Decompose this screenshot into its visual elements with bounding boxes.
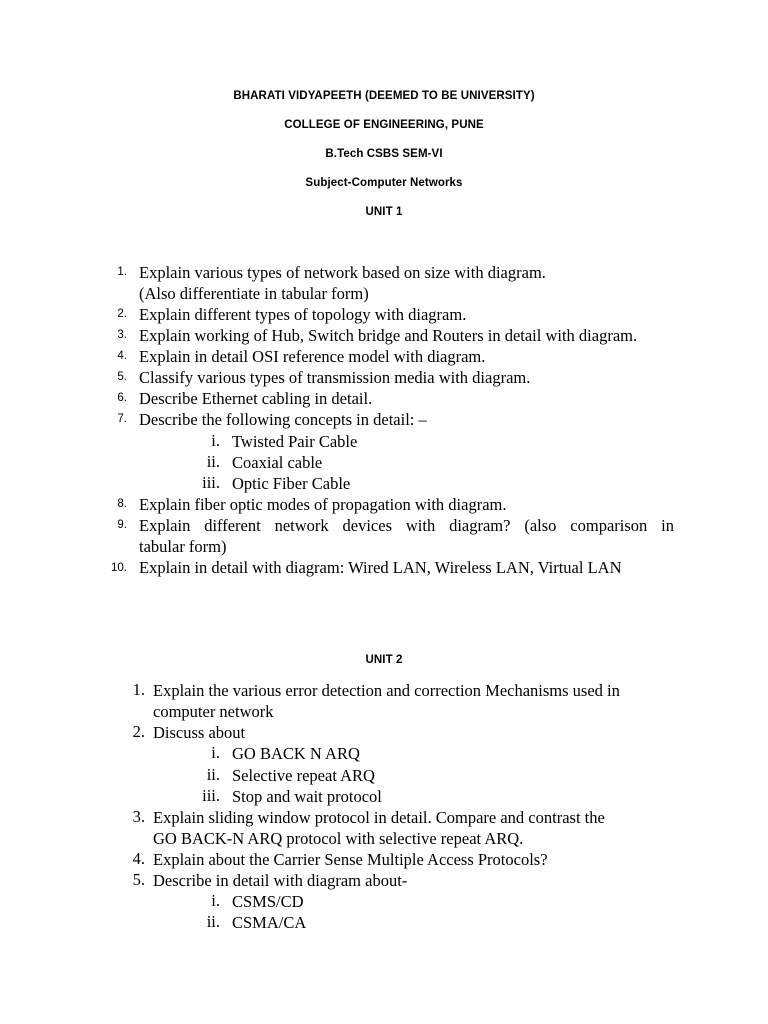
unit2-q3-continuation: GO BACK-N ARQ protocol with selective repeat ARQ.: [153, 829, 524, 848]
unit2-q2-sub3-text: Stop and wait protocol: [232, 787, 382, 806]
unit2-q1-text: Explain the various error detection and correction Mechanisms used in: [153, 681, 620, 700]
college-name: COLLEGE OF ENGINEERING, PUNE: [284, 119, 484, 131]
course-name: B.Tech CSBS SEM-VI: [325, 148, 443, 160]
unit1-q7-sub2-text: Coaxial cable: [232, 453, 323, 472]
unit1-q3-text: Explain working of Hub, Switch bridge and Routers in detail with diagram.: [139, 326, 638, 345]
unit2-q2-sub2-text: Selective repeat ARQ: [232, 766, 375, 785]
unit1-q6-text: Describe Ethernet cabling in detail.: [139, 389, 373, 408]
unit1-q5-number: 5.: [117, 371, 127, 383]
unit1-q5-text: Classify various types of transmission media with diagram.: [139, 368, 531, 387]
unit1-q1-text: Explain various types of network based on size with diagram.: [139, 263, 546, 282]
unit2-q1-number: 1.: [132, 680, 145, 699]
unit1-q1-number: 1.: [117, 266, 127, 278]
unit2-q2-number: 2.: [132, 722, 145, 741]
unit2-q5-sub1-text: CSMS/CD: [232, 892, 304, 911]
unit2-q2-sub3-number: iii.: [202, 786, 220, 805]
unit2-q5-sub2-number: ii.: [206, 912, 220, 931]
unit1-q4-number: 4.: [117, 350, 127, 362]
unit2-q2-sub2-number: ii.: [206, 765, 220, 784]
unit1-q9-number: 9.: [117, 519, 127, 531]
unit1-q9-text: Explain different network devices with diagram? (also comparison in: [139, 516, 674, 535]
unit2-q2-sub1-number: i.: [211, 743, 220, 762]
unit1-q2-text: Explain different types of topology with diagram.: [139, 305, 467, 324]
subject-name: Subject-Computer Networks: [305, 177, 463, 189]
unit1-q7-sub2-number: ii.: [206, 452, 220, 471]
unit1-q4-text: Explain in detail OSI reference model with diagram.: [139, 347, 486, 366]
unit1-q9-continuation: tabular form): [139, 537, 227, 556]
unit1-q7-sub1-text: Twisted Pair Cable: [232, 432, 358, 451]
unit2-q5-text: Describe in detail with diagram about-: [153, 871, 408, 890]
unit1-q7-sub3-text: Optic Fiber Cable: [232, 474, 351, 493]
unit2-q5-sub1-number: i.: [211, 891, 220, 910]
unit2-q4-text: Explain about the Carrier Sense Multiple Access Protocols?: [153, 850, 548, 869]
unit2-q2-text: Discuss about: [153, 723, 246, 742]
unit1-q7-sub1-number: i.: [211, 431, 220, 450]
unit1-q8-text: Explain fiber optic modes of propagation with diagram.: [139, 495, 507, 514]
unit1-q7-number: 7.: [117, 413, 127, 425]
unit1-q7-sub3-number: iii.: [202, 473, 220, 492]
unit1-q1-continuation: (Also differentiate in tabular form): [139, 284, 369, 303]
unit1-title: UNIT 1: [365, 206, 403, 218]
unit2-q1-continuation: computer network: [153, 702, 274, 721]
unit1-q3-number: 3.: [117, 329, 127, 341]
unit2-q2-sub1-text: GO BACK N ARQ: [232, 744, 360, 763]
unit2-q3-number: 3.: [132, 807, 145, 826]
unit1-q10-text: Explain in detail with diagram: Wired LAN, Wireless LAN, Virtual LAN: [139, 558, 622, 577]
unit2-q5-number: 5.: [132, 870, 145, 889]
unit1-q2-number: 2.: [117, 308, 127, 320]
unit1-q6-number: 6.: [117, 392, 127, 404]
unit1-q10-number: 10.: [111, 562, 127, 574]
unit2-q5-sub2-text: CSMA/CA: [232, 913, 307, 932]
unit2-q3-text: Explain sliding window protocol in detail. Compare and contrast the: [153, 808, 605, 827]
university-name: BHARATI VIDYAPEETH (DEEMED TO BE UNIVERSITY): [233, 90, 535, 102]
unit1-q7-text: Describe the following concepts in detail: –: [139, 410, 427, 429]
unit1-q8-number: 8.: [117, 498, 127, 510]
unit2-q4-number: 4.: [132, 849, 145, 868]
unit2-title: UNIT 2: [365, 654, 403, 666]
